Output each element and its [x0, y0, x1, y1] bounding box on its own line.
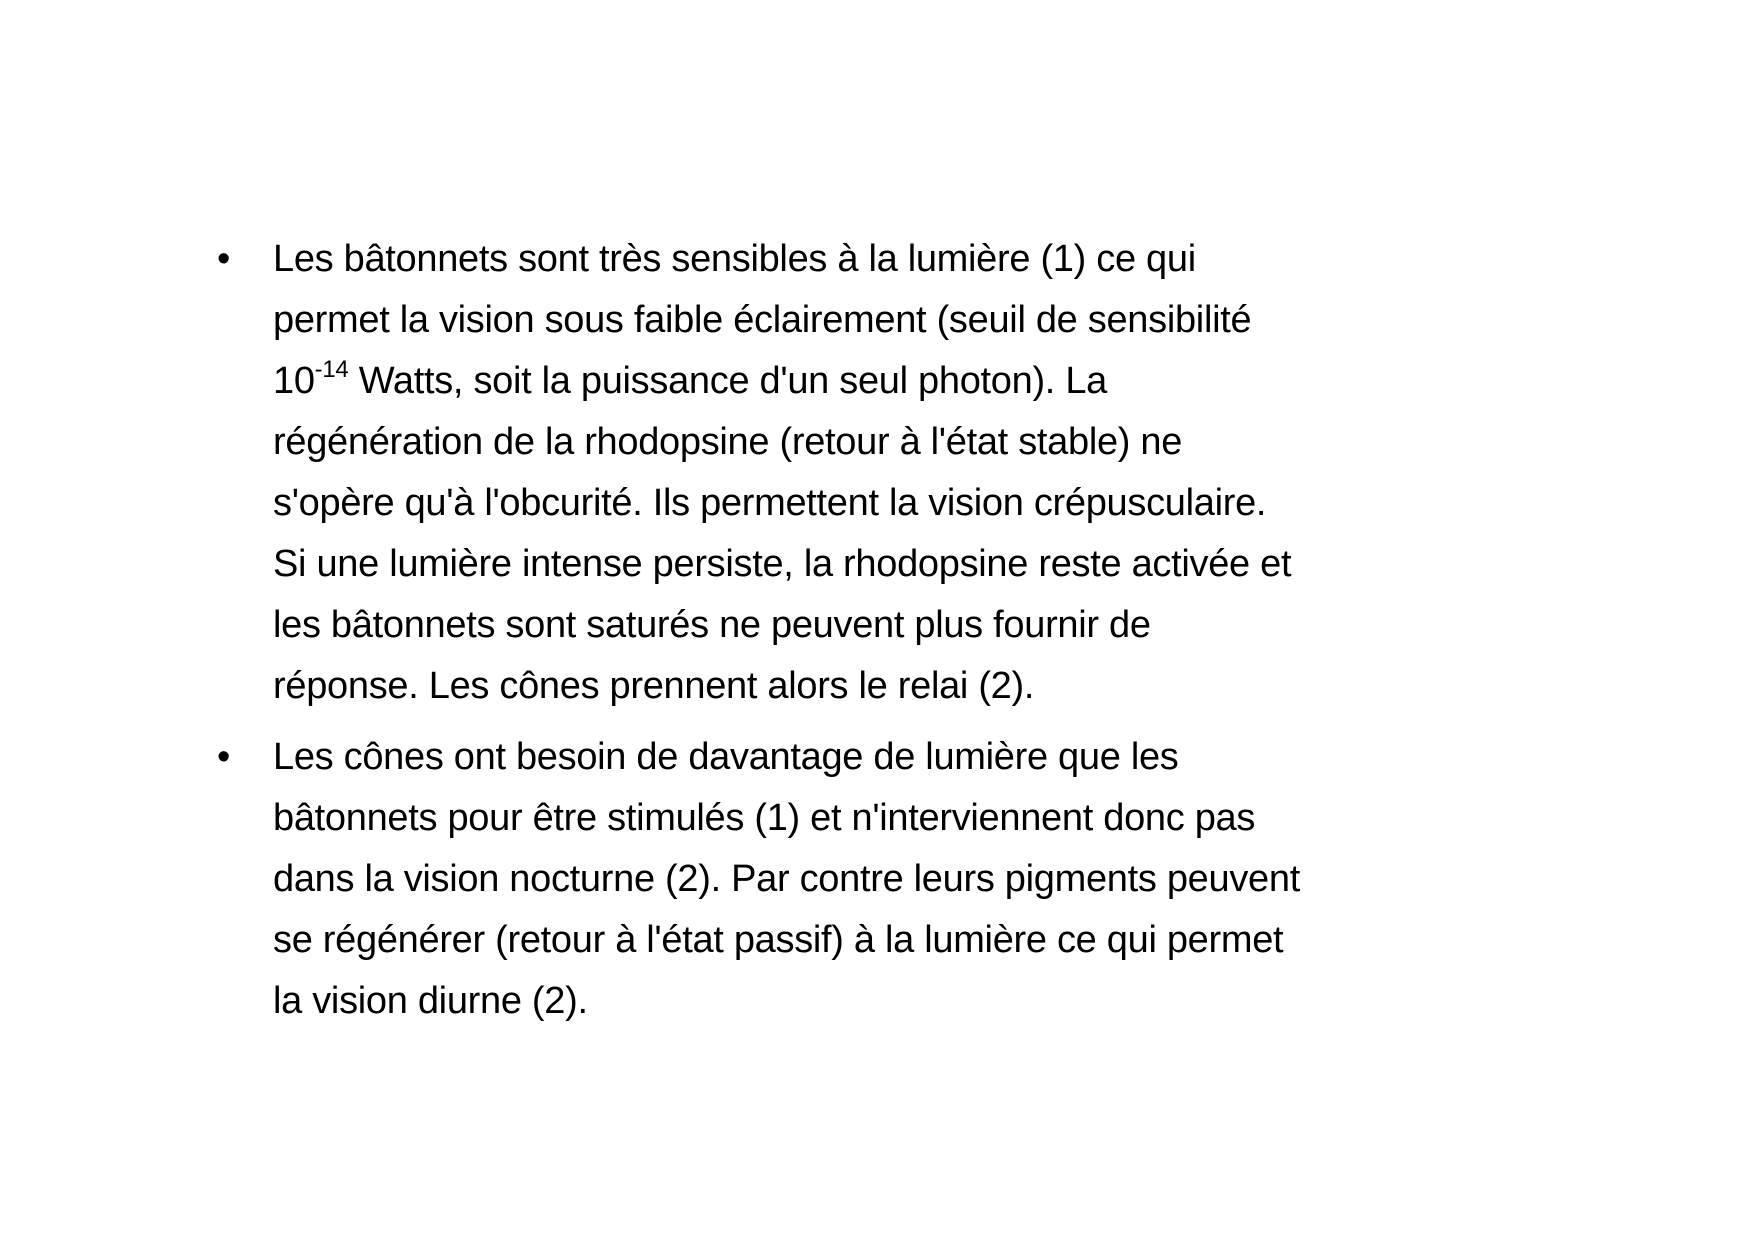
bullet-item-cones: [213, 727, 1558, 1032]
bullet-dot-icon: •: [217, 736, 231, 778]
exponent: -14: [314, 356, 349, 384]
text-line-with-exponent: [273, 351, 1558, 412]
text-line: s'opère qu'à l'obcurité. Ils permettent la vision crépusculaire.: [273, 482, 1267, 524]
text-line: dans la vision nocturne (2). Par contre leurs pigments peuvent: [273, 858, 1300, 900]
text-line: réponse. Les cônes prennent alors le relai (2).: [273, 665, 1035, 707]
text-line: régénération de la rhodopsine (retour à l'état stable) ne: [273, 421, 1183, 463]
text-line: bâtonnets pour être stimulés (1) et n'interviennent donc pas: [273, 797, 1256, 839]
bullet-item-rods: [213, 229, 1558, 717]
bullet-dot-icon: •: [217, 238, 231, 280]
text-line-rest: Watts, soit la puissance d'un seul photon). La: [348, 360, 1107, 402]
text-line: les bâtonnets sont saturés ne peuvent plus fournir de: [273, 604, 1151, 646]
text-line: Les bâtonnets sont très sensibles à la lumière (1) ce qui: [273, 238, 1196, 280]
text-line: se régénérer (retour à l'état passif) à la lumière ce qui permet: [273, 919, 1284, 961]
exponent-base: 10: [273, 360, 315, 402]
text-line: Les cônes ont besoin de davantage de lumière que les: [273, 736, 1179, 778]
text-line: Si une lumière intense persiste, la rhodopsine reste activée et: [273, 543, 1292, 585]
text-line: la vision diurne (2).: [273, 980, 588, 1022]
bullet-list: [213, 229, 1558, 1042]
text-line: permet la vision sous faible éclairement (seuil de sensibilité: [273, 299, 1252, 341]
